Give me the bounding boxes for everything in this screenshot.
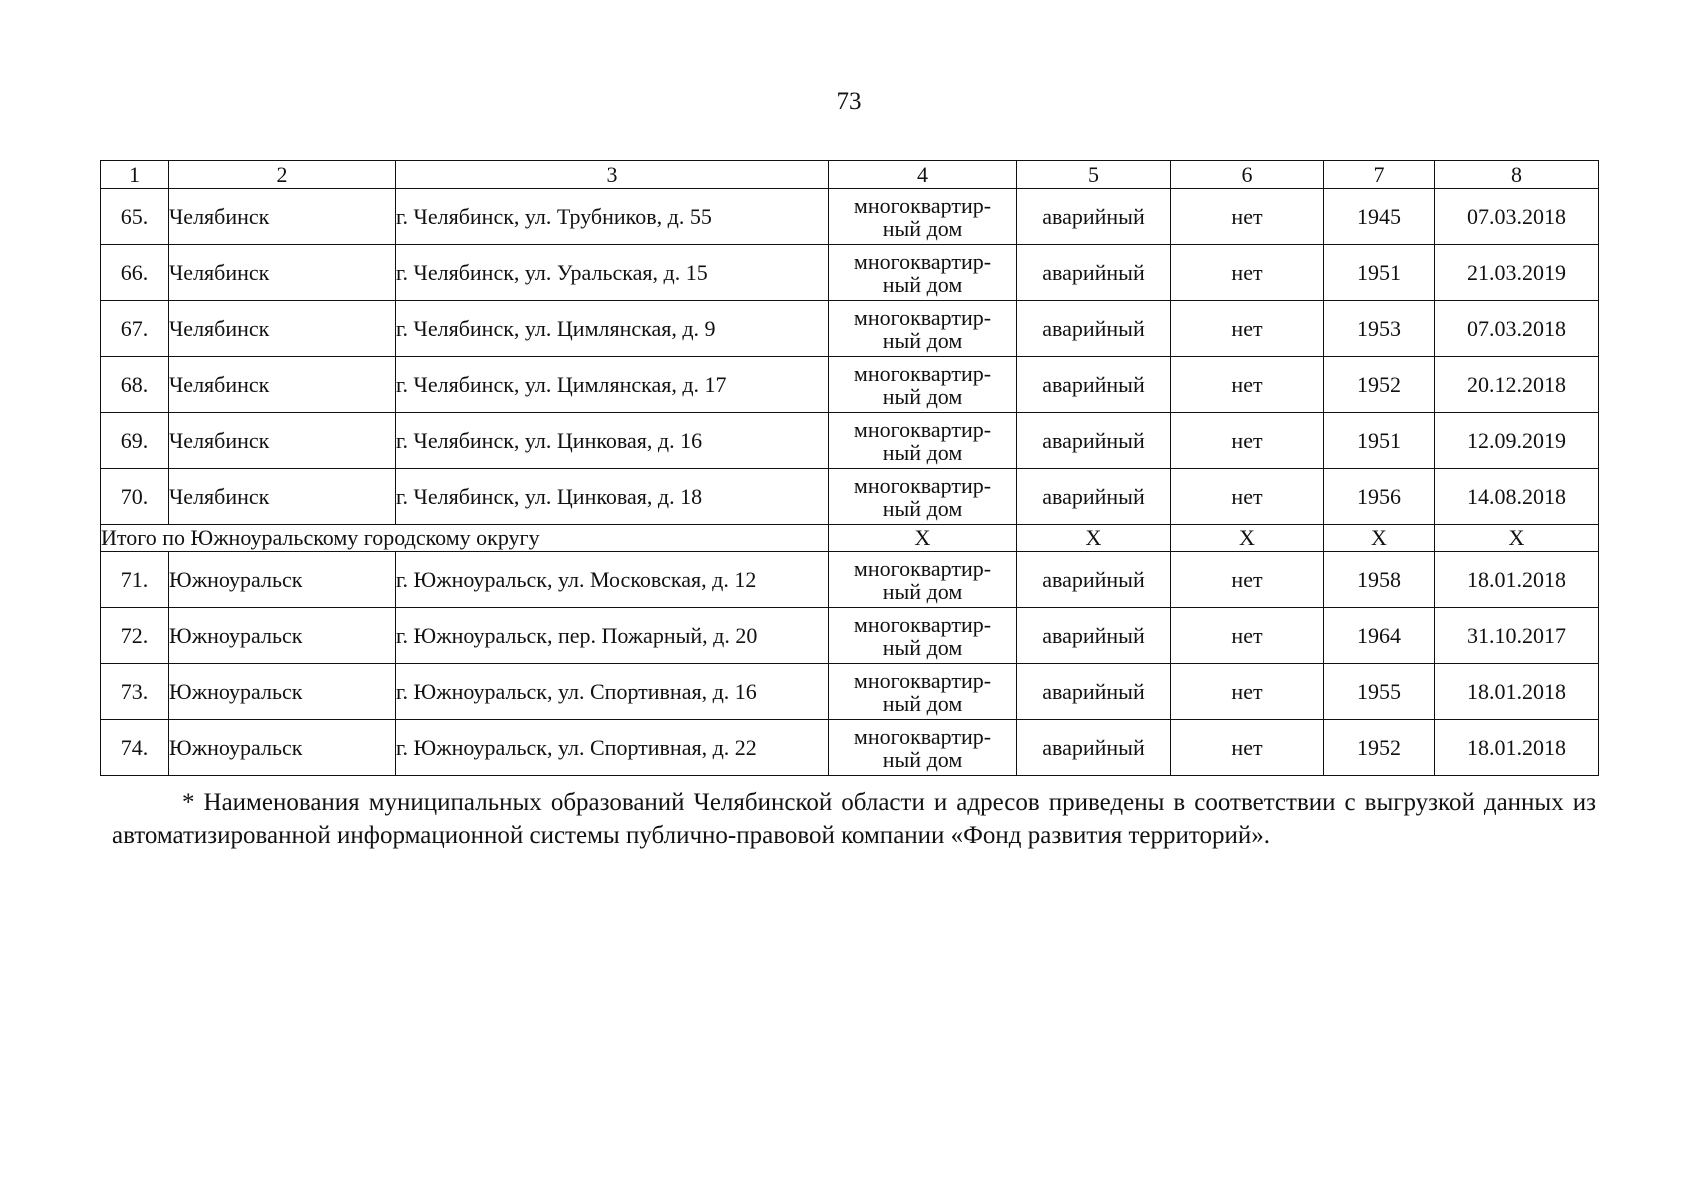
- date-cell: 07.03.2018: [1435, 189, 1599, 245]
- year-cell: 1945: [1324, 189, 1435, 245]
- condition-cell: аварийный: [1017, 664, 1171, 720]
- building-type-cell: [829, 664, 1017, 720]
- page-number: 73: [836, 88, 862, 115]
- row-number: 74.: [101, 720, 169, 776]
- year-cell: 1953: [1324, 301, 1435, 357]
- date-cell: 20.12.2018: [1435, 357, 1599, 413]
- flag-cell: нет: [1171, 664, 1324, 720]
- column-header: 4: [829, 161, 1017, 189]
- address-cell: г. Челябинск, ул. Цинковая, д. 16: [396, 413, 829, 469]
- condition-cell: аварийный: [1017, 413, 1171, 469]
- row-number: 72.: [101, 608, 169, 664]
- row-number: 73.: [101, 664, 169, 720]
- subtotal-x-mark: X: [829, 525, 1017, 552]
- date-cell: 07.03.2018: [1435, 301, 1599, 357]
- building-type-line2: ный дом: [882, 215, 963, 241]
- building-type-line1: многоквартир-: [853, 555, 992, 581]
- column-header: 6: [1171, 161, 1324, 189]
- condition-cell: аварийный: [1017, 357, 1171, 413]
- subtotal-x-mark: X: [1017, 525, 1171, 552]
- housing-registry-table: [100, 160, 1599, 776]
- flag-cell: нет: [1171, 245, 1324, 301]
- condition-cell: аварийный: [1017, 720, 1171, 776]
- year-cell: 1958: [1324, 552, 1435, 608]
- building-type-cell: [829, 469, 1017, 525]
- building-type-line1: многоквартир-: [853, 360, 992, 386]
- building-type-cell: [829, 245, 1017, 301]
- municipality-cell: Челябинск: [169, 357, 396, 413]
- column-header: 3: [396, 161, 829, 189]
- flag-cell: нет: [1171, 301, 1324, 357]
- address-cell: г. Челябинск, ул. Цинковая, д. 18: [396, 469, 829, 525]
- row-number: 68.: [101, 357, 169, 413]
- address-cell: г. Челябинск, ул. Цимлянская, д. 9: [396, 301, 829, 357]
- table-row: [101, 608, 1599, 664]
- row-number: 65.: [101, 189, 169, 245]
- building-type-line1: многоквартир-: [853, 667, 992, 693]
- column-header: 1: [101, 161, 169, 189]
- condition-cell: аварийный: [1017, 552, 1171, 608]
- date-cell: 12.09.2019: [1435, 413, 1599, 469]
- address-cell: г. Южноуральск, ул. Спортивная, д. 16: [396, 664, 829, 720]
- table-row: [101, 413, 1599, 469]
- column-header: 7: [1324, 161, 1435, 189]
- table-row: [101, 469, 1599, 525]
- table-row: [101, 664, 1599, 720]
- building-type-cell: [829, 608, 1017, 664]
- condition-cell: аварийный: [1017, 469, 1171, 525]
- date-cell: 18.01.2018: [1435, 720, 1599, 776]
- address-cell: г. Южноуральск, ул. Спортивная, д. 22: [396, 720, 829, 776]
- municipality-cell: Челябинск: [169, 413, 396, 469]
- building-type-cell: [829, 720, 1017, 776]
- column-header: 2: [169, 161, 396, 189]
- row-number: 70.: [101, 469, 169, 525]
- table-row: [101, 357, 1599, 413]
- condition-cell: аварийный: [1017, 189, 1171, 245]
- municipality-cell: Челябинск: [169, 245, 396, 301]
- municipality-cell: Челябинск: [169, 301, 396, 357]
- row-number: 69.: [101, 413, 169, 469]
- municipality-cell: Южноуральск: [169, 720, 396, 776]
- building-type-line2: ный дом: [882, 746, 963, 772]
- municipality-cell: Челябинск: [169, 189, 396, 245]
- header-row: [101, 161, 1599, 189]
- year-cell: 1952: [1324, 720, 1435, 776]
- flag-cell: нет: [1171, 357, 1324, 413]
- table-row: [101, 552, 1599, 608]
- building-type-line2: ный дом: [882, 634, 963, 660]
- municipality-cell: Южноуральск: [169, 552, 396, 608]
- table-row: [101, 720, 1599, 776]
- building-type-line2: ный дом: [882, 439, 963, 465]
- year-cell: 1951: [1324, 245, 1435, 301]
- subtotal-x-mark: X: [1171, 525, 1324, 552]
- subtotal-x-mark: X: [1324, 525, 1435, 552]
- address-cell: г. Южноуральск, пер. Пожарный, д. 20: [396, 608, 829, 664]
- condition-cell: аварийный: [1017, 301, 1171, 357]
- footnote: * Наименования муниципальных образований Челябинской области и адресов приведены в соответствии с выгрузкой данных из автоматизированной информационной системы публично-правовой компании «Фонд развития территорий».: [112, 789, 1596, 849]
- building-type-cell: [829, 189, 1017, 245]
- building-type-line1: многоквартир-: [853, 416, 992, 442]
- subtotal-row: [101, 525, 1599, 552]
- address-cell: г. Челябинск, ул. Уральская, д. 15: [396, 245, 829, 301]
- municipality-cell: Южноуральск: [169, 608, 396, 664]
- flag-cell: нет: [1171, 608, 1324, 664]
- building-type-line1: многоквартир-: [853, 723, 992, 749]
- municipality-cell: Челябинск: [169, 469, 396, 525]
- address-cell: г. Южноуральск, ул. Московская, д. 12: [396, 552, 829, 608]
- date-cell: 21.03.2019: [1435, 245, 1599, 301]
- building-type-cell: [829, 357, 1017, 413]
- address-cell: г. Челябинск, ул. Цимлянская, д. 17: [396, 357, 829, 413]
- building-type-cell: [829, 413, 1017, 469]
- building-type-line1: многоквартир-: [853, 304, 992, 330]
- column-header: 5: [1017, 161, 1171, 189]
- subtotal-label: Итого по Южноуральскому городскому округу: [101, 525, 829, 552]
- subtotal-x-mark: X: [1435, 525, 1599, 552]
- building-type-line1: многоквартир-: [853, 472, 992, 498]
- flag-cell: нет: [1171, 413, 1324, 469]
- year-cell: 1956: [1324, 469, 1435, 525]
- table-row: [101, 301, 1599, 357]
- condition-cell: аварийный: [1017, 245, 1171, 301]
- date-cell: 31.10.2017: [1435, 608, 1599, 664]
- year-cell: 1964: [1324, 608, 1435, 664]
- building-type-line2: ный дом: [882, 271, 963, 297]
- flag-cell: нет: [1171, 189, 1324, 245]
- year-cell: 1952: [1324, 357, 1435, 413]
- municipality-cell: Южноуральск: [169, 664, 396, 720]
- address-cell: г. Челябинск, ул. Трубников, д. 55: [396, 189, 829, 245]
- row-number: 67.: [101, 301, 169, 357]
- building-type-line2: ный дом: [882, 327, 963, 353]
- table-row: [101, 189, 1599, 245]
- flag-cell: нет: [1171, 720, 1324, 776]
- date-cell: 18.01.2018: [1435, 552, 1599, 608]
- date-cell: 14.08.2018: [1435, 469, 1599, 525]
- building-type-line1: многоквартир-: [853, 611, 992, 637]
- year-cell: 1955: [1324, 664, 1435, 720]
- column-header: 8: [1435, 161, 1599, 189]
- flag-cell: нет: [1171, 469, 1324, 525]
- row-number: 66.: [101, 245, 169, 301]
- building-type-cell: [829, 552, 1017, 608]
- date-cell: 18.01.2018: [1435, 664, 1599, 720]
- building-type-line2: ный дом: [882, 495, 963, 521]
- flag-cell: нет: [1171, 552, 1324, 608]
- building-type-line2: ный дом: [882, 578, 963, 604]
- year-cell: 1951: [1324, 413, 1435, 469]
- building-type-cell: [829, 301, 1017, 357]
- table-row: [101, 245, 1599, 301]
- building-type-line1: многоквартир-: [853, 192, 992, 218]
- condition-cell: аварийный: [1017, 608, 1171, 664]
- building-type-line2: ный дом: [882, 690, 963, 716]
- building-type-line2: ный дом: [882, 383, 963, 409]
- row-number: 71.: [101, 552, 169, 608]
- building-type-line1: многоквартир-: [853, 248, 992, 274]
